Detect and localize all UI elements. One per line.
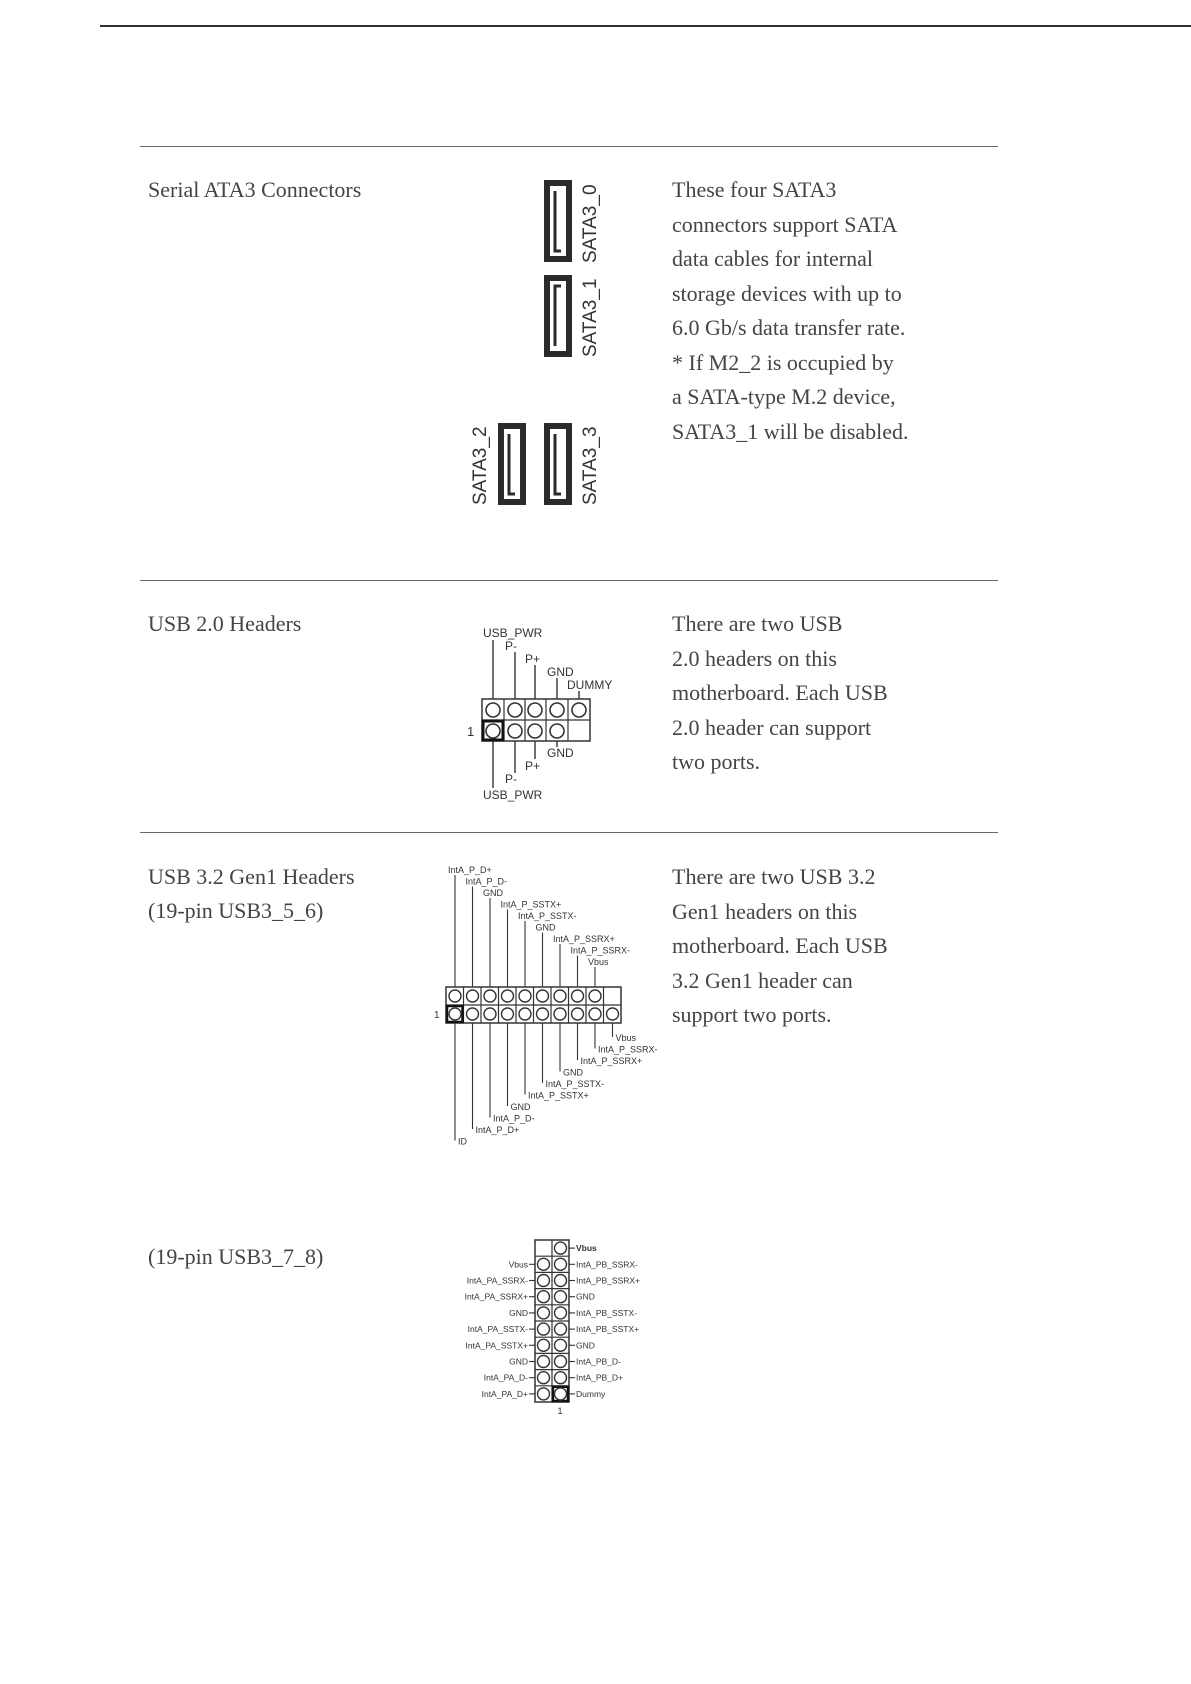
- usb32-pin: [572, 1008, 584, 1020]
- usb32-pin: [589, 1008, 601, 1020]
- usb2-label-p-plus-top: P+: [525, 652, 541, 666]
- usb78-right-pin-label: IntA_PB_SSTX+: [576, 1324, 640, 1335]
- usb78-pin: [538, 1323, 550, 1335]
- usb2-label-usb-pwr-bot: USB_PWR: [483, 788, 543, 802]
- usb32-pin: [589, 990, 601, 1002]
- usb2-desc-line: two ports.: [672, 749, 760, 774]
- usb32-pin: [554, 990, 566, 1002]
- usb32-pin: [537, 1008, 549, 1020]
- usb78-right-pin-label: GND: [576, 1291, 595, 1302]
- usb2-label-gnd-top: GND: [547, 665, 574, 679]
- usb32-pin: [484, 990, 496, 1002]
- usb32-top-pin-label: IntA_P_D+: [448, 865, 492, 875]
- section-divider-usb2: [140, 580, 998, 581]
- usb32-bottom-pin-label: GND: [510, 1102, 531, 1112]
- usb32-pin: [519, 990, 531, 1002]
- usb78-pin: [555, 1356, 567, 1368]
- usb78-left-pin-label: GND: [509, 1356, 528, 1367]
- usb78-left-pin-label: IntA_PA_SSRX+: [464, 1291, 528, 1302]
- usb78-left-pin-label: IntA_PA_D-: [483, 1372, 528, 1383]
- usb2-label-dummy: DUMMY: [567, 678, 613, 692]
- sata-desc-line: These four SATA3: [672, 177, 837, 202]
- usb32-top-pin-label: GND: [535, 922, 556, 933]
- usb78-pin: [555, 1388, 567, 1400]
- usb32-bottom-pin-label: IntA_P_D+: [475, 1125, 520, 1135]
- usb2-section-title: USB 2.0 Headers: [148, 611, 302, 636]
- usb78-pin: [538, 1388, 550, 1400]
- usb2-label-p-plus-bot: P+: [525, 759, 541, 773]
- usb78-left-pin-label: IntA_PA_SSTX+: [465, 1340, 528, 1351]
- section-divider-usb32: [140, 832, 998, 833]
- usb32-desc-line: 3.2 Gen1 header can: [672, 967, 853, 993]
- usb78-right-pin-label: Vbus: [576, 1243, 597, 1254]
- usb32-top-pin-label: IntA_P_SSTX-: [518, 911, 577, 921]
- usb32-bottom-pin-label: ID: [458, 1136, 467, 1147]
- usb78-pin: [538, 1372, 550, 1384]
- usb32-desc-line: There are two USB 3.2: [672, 864, 876, 889]
- usb32-bottom-pin-label: IntA_P_SSTX-: [545, 1079, 605, 1089]
- usb78-right-pin-label: IntA_PB_SSTX-: [576, 1307, 637, 1318]
- sata-section-title: Serial ATA3 Connectors: [148, 177, 362, 202]
- usb2-header-diagram: [455, 620, 655, 805]
- usb32-pin1-label: 1: [434, 1010, 440, 1021]
- usb78-pin: [555, 1275, 567, 1287]
- usb32-pin: [607, 1008, 619, 1020]
- usb32-section-subtitle: (19-pin USB3_5_6): [148, 898, 324, 923]
- usb78-pin: [555, 1291, 567, 1303]
- sata-desc-line: * If M2_2 is occupied by: [672, 349, 894, 375]
- usb32-header-diagram: [430, 865, 670, 1170]
- sata-desc-line: data cables for internal: [672, 246, 873, 271]
- usb78-section-title: (19-pin USB3_7_8): [148, 1244, 324, 1269]
- usb32-bottom-pin-label: IntA_P_SSTX+: [528, 1090, 589, 1101]
- usb78-pin: [538, 1356, 550, 1368]
- usb78-left-pin-label: IntA_PA_SSTX-: [467, 1324, 528, 1335]
- usb32-pin: [484, 1008, 496, 1020]
- sata3-3-label: SATA3_3: [580, 426, 601, 505]
- usb78-pin: [555, 1323, 567, 1335]
- usb78-pin: [538, 1339, 550, 1351]
- sata3-1-connector: [544, 275, 572, 357]
- usb78-pin: [555, 1307, 567, 1319]
- usb32-pin: [537, 990, 549, 1002]
- sata-description: [672, 173, 972, 449]
- usb32-pin: [467, 1008, 479, 1020]
- usb78-pin: [538, 1307, 550, 1319]
- usb32-bottom-pin-label: Vbus: [615, 1033, 637, 1043]
- usb2-desc-line: 2.0 header can support: [672, 714, 872, 740]
- usb78-left-pin-label: GND: [509, 1307, 528, 1318]
- usb32-top-pin-label: GND: [483, 888, 503, 898]
- usb32-pin: [519, 1008, 531, 1020]
- usb32-bottom-pin-label: IntA_P_SSRX+: [580, 1056, 643, 1066]
- sata-desc-line: connectors support SATA: [672, 211, 898, 237]
- usb32-top-pin-label: IntA_P_D-: [465, 876, 508, 887]
- sata3-0-label: SATA3_0: [580, 184, 601, 263]
- sata3-0-connector: [544, 180, 572, 262]
- usb32-pin: [572, 990, 584, 1002]
- sata-desc-line: SATA3_1 will be disabled.: [672, 418, 909, 444]
- usb78-left-pin-label: IntA_PA_SSRX-: [466, 1275, 528, 1286]
- usb2-label-p-minus-bot: P-: [505, 772, 517, 786]
- sata3-2-label: SATA3_2: [470, 426, 491, 505]
- usb32-pin: [554, 1008, 566, 1020]
- page-top-rule: [100, 25, 1191, 27]
- sata-desc-line: storage devices with up to: [672, 280, 902, 306]
- section-divider-sata: [140, 146, 998, 147]
- usb32-desc-line: support two ports.: [672, 1002, 832, 1027]
- usb78-right-pin-label: IntA_PB_D+: [576, 1372, 624, 1383]
- sata3-3-connector: [544, 423, 572, 505]
- usb78-right-pin-label: Dummy: [576, 1388, 606, 1399]
- usb32-top-pin-label: IntA_P_SSRX-: [570, 945, 631, 956]
- usb2-pin1-label: 1: [467, 724, 475, 739]
- usb78-pin: [555, 1242, 567, 1254]
- usb2-desc-line: motherboard. Each USB: [672, 680, 888, 705]
- usb78-right-pin-label: IntA_PB_D-: [576, 1356, 621, 1367]
- usb2-description: [672, 607, 972, 780]
- sata-desc-line: a SATA-type M.2 device,: [672, 384, 896, 409]
- usb78-pin: [538, 1291, 550, 1303]
- sata-desc-line: 6.0 Gb/s data transfer rate.: [672, 315, 906, 340]
- usb78-right-pin-label: IntA_PB_SSRX-: [576, 1259, 638, 1270]
- usb32-pin: [449, 1008, 461, 1020]
- usb2-desc-line: 2.0 headers on this: [672, 645, 837, 671]
- usb32-desc-line: Gen1 headers on this: [672, 898, 858, 924]
- usb2-desc-line: There are two USB: [672, 611, 843, 636]
- usb32-desc-line: motherboard. Each USB: [672, 933, 888, 958]
- usb78-left-pin-label: Vbus: [508, 1259, 528, 1270]
- usb78-header-diagram: [440, 1238, 680, 1423]
- usb2-label-usb-pwr-top: USB_PWR: [483, 626, 543, 640]
- usb2-label-p-minus-top: P-: [505, 639, 517, 653]
- usb78-pin: [555, 1258, 567, 1270]
- sata-connectors-diagram: [460, 175, 620, 515]
- usb78-pin: [555, 1372, 567, 1384]
- usb78-pin: [538, 1258, 550, 1270]
- usb32-bottom-pin-label: IntA_P_D-: [493, 1113, 535, 1124]
- usb32-pin: [449, 990, 461, 1002]
- usb78-pin: [555, 1339, 567, 1351]
- usb32-top-pin-label: Vbus: [588, 957, 609, 967]
- usb32-bottom-pin-label: IntA_P_SSRX-: [598, 1044, 658, 1055]
- usb78-pin: [538, 1275, 550, 1287]
- usb32-top-pin-label: IntA_P_SSTX+: [500, 899, 562, 910]
- usb32-description: [672, 860, 972, 1033]
- sata3-2-connector: [498, 423, 526, 505]
- usb78-right-pin-label: GND: [576, 1340, 595, 1351]
- usb2-label-gnd-bot: GND: [547, 746, 574, 760]
- usb32-pin: [502, 990, 514, 1002]
- usb78-right-pin-label: IntA_PB_SSRX+: [576, 1275, 641, 1286]
- usb32-section-title: USB 3.2 Gen1 Headers: [148, 864, 355, 889]
- usb32-pin: [502, 1008, 514, 1020]
- usb32-pin: [467, 990, 479, 1002]
- usb78-pin1-label: 1: [557, 1406, 563, 1416]
- sata3-1-label: SATA3_1: [580, 278, 601, 357]
- usb32-top-pin-label: IntA_P_SSRX+: [553, 934, 615, 944]
- usb32-bottom-pin-label: GND: [563, 1067, 583, 1078]
- usb78-left-pin-label: IntA_PA_D+: [481, 1388, 528, 1399]
